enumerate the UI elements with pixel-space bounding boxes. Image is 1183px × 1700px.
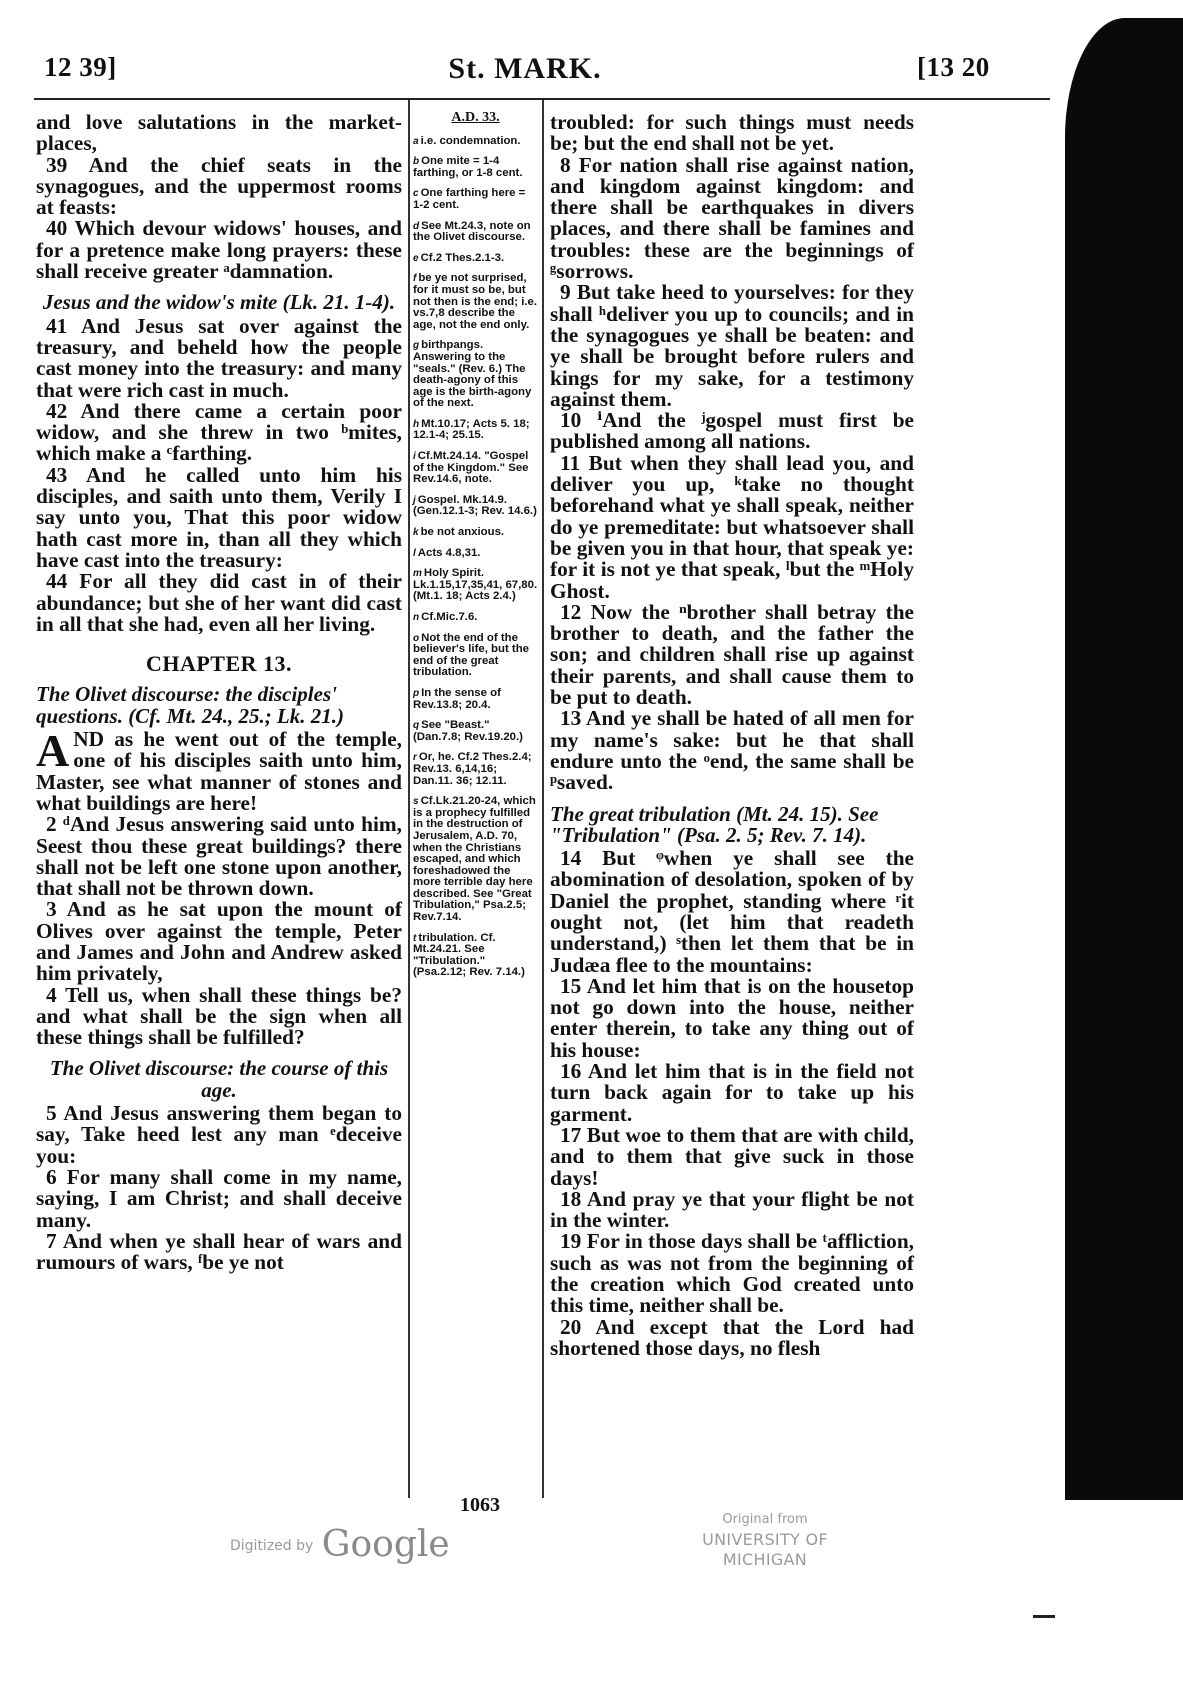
left-verse-paragraph: 39 And the chief seats in the synagogues, and the uppermost rooms at feasts: [36,152,402,220]
margin-note [413,221,538,244]
note-marker: f [413,273,417,285]
left-verse-paragraph: 4 Tell us, when shall these things be? and what shall be the sign when all these things shall be fulfilled? [36,982,402,1050]
note-marker: k [413,527,419,539]
note-text: Not the end of the believer's life, but the end of the great tribulation. [413,631,530,679]
right-verse-paragraph: 19 For in those days shall be ᵗaffliction, such as was not from the beginning of the creation which God created unto this time, neither shall be. [550,1229,914,1318]
note-text: Gospel. Mk.14.9. (Gen.12.1-3; Rev. 14.6.) [413,493,537,518]
note-text: Cf.Mt.24.14. "Gospel of the Kingdom." See Rev.14.6, note. [413,450,529,486]
margin-note [413,188,538,211]
note-text: i.e. condemnation. [420,134,521,147]
drop-cap: A [36,725,70,777]
header-title: St. MARK. [448,52,602,85]
right-verse-paragraph: 13 And ye shall be hated of all men for my name's sake: but he that shall endure unto the ᵒend, the same shall be ᵖsaved. [550,706,914,795]
margin-date: A.D. 33. [451,110,500,125]
margin-note [413,419,538,442]
note-marker: e [413,252,419,264]
note-marker: i [413,451,416,463]
note-marker: h [413,418,420,430]
left-verse-paragraph: 7 And when ye shall hear of wars and rumours of wars, ᶠbe ye not [36,1228,402,1275]
page-edge-shadow [1065,18,1183,1500]
edge-mark [1033,1615,1055,1618]
note-text: Or, he. Cf.2 Thes.2.4; Rev.13. 6,14,16; Dan.11. 36; 12.11. [413,751,532,787]
right-verse-paragraph: 11 But when they shall lead you, and deliver you up, ᵏtake no thought beforehand what ye shall speak, neither do ye premeditate: but whatsoever shall be given you in that hour, that speak ye: for it is not ye that speak, ˡbut the ᵐHoly Ghost. [550,450,914,603]
right-verse-paragraph: 9 But take heed to yourselves: for they shall ʰdeliver you up to councils; and in the synagogues ye shall be beaten: and ye shall be brought before rulers and kings for my sake, for a testimony against them. [550,280,914,411]
right-verse-paragraph: 10 ⁱAnd the ʲgospel must first be published among all nations. [550,408,914,454]
note-marker: g [413,340,420,352]
margin-note [413,752,538,787]
note-marker: l [413,547,416,559]
margin-notes-column [413,112,538,988]
margin-note [413,796,538,924]
left-verse-paragraph: 41 And Jesus sat over against the treasury, and beheld how the people cast money into the treasury: and many that were rich cast in much. [36,313,402,402]
note-text: be ye not surprised, for it must so be, but not then is the end; i.e. vs.7,8 describe the age, not the end only. [413,272,538,331]
section-heading: The great tribulation (Mt. 24. 15). See "Tribulation" (Psa. 2. 5; Rev. 7. 14). [550,801,879,847]
note-marker: d [413,220,420,232]
note-marker: m [413,568,422,580]
left-verse-paragraph: and love salutations in the market-places, [36,110,402,156]
google-logo: Google [321,1524,450,1565]
right-verse-paragraph: 16 And let him that is in the field not turn back again for to take up his garment. [550,1059,914,1126]
verse-text: ND as he went out of the temple, one of his disciples saith unto him, Master, see what manner of stones and what buildings are here! [36,727,402,815]
margin-note [413,136,538,148]
note-text: Cf.2 Thes.2.1-3. [420,251,505,264]
right-verse-paragraph: 17 But woe to them that are with child, and to them that give suck in those days! [550,1122,914,1190]
left-verse-paragraph: 43 And he called unto him his disciples, and saith unto them, Verily I say unto you, That this poor widow hath cast more in, than all they which have cast into the treasury: [36,462,402,572]
margin-note [413,527,538,539]
left-verse-paragraph: 2 ᵈAnd Jesus answering said unto him, Seest thou these great buildings? there shall not be left one stone upon another, that shall not be thrown down. [36,812,402,901]
margin-note [413,933,538,979]
original-from-label: Original from [722,1512,808,1527]
right-verse-paragraph: 18 And pray ye that your flight be not in the winter. [550,1186,914,1233]
verse-paragraph [36,725,402,815]
margin-note [413,340,538,410]
original-from-watermark [660,1510,870,1570]
page-number: 1063 [460,1494,500,1516]
left-text-column [36,112,402,1273]
right-verse-paragraph: 15 And let him that is on the housetop not go down into the house, neither enter therein, to take any thing out of his house: [550,973,914,1062]
note-text: be not anxious. [420,526,505,539]
margin-note [413,548,538,560]
note-text: In the sense of Rev.13.8; 20.4. [413,686,501,711]
right-text-column [550,112,914,1359]
right-verse-paragraph: troubled: for such things must needs be; but the end shall not be yet. [550,110,914,156]
margin-note [413,633,538,679]
margin-note [413,273,538,331]
right-verse-paragraph: 12 Now the ⁿbrother shall betray the brother to death, and the father the son; and children shall rise up against their parents, and shall cause them to be put to death. [550,599,914,710]
note-text: birthpangs. Answering to the "seals." (Rev. 6.) The death-agony of this age is the birth-agony of the next. [413,339,532,410]
right-verse-paragraph: 8 For nation shall rise against nation, and kingdom against kingdom: and there shall be earthquakes in divers places, and there shall be famines and troubles: these are the beginnings of ᵍsorrows. [550,152,914,284]
margin-note [413,253,538,265]
right-verse-paragraph: 14 But ᵠwhen ye shall see the abomination of desolation, spoken of by Daniel the prophet, standing where ʳit ought not, (let him that readeth understand,) ˢthen let them that be in Judæa flee to the mountains: [550,846,914,977]
note-text: See Mt.24.3, note on the Olivet discourse. [413,219,531,244]
column-divider-right [542,100,544,1498]
digitized-label: Digitized by [230,1538,314,1554]
header-left-ref: 12 39] [44,52,117,82]
left-verse-paragraph: 5 And Jesus answering them began to say, Take heed lest any man ᵉdeceive you: [36,1101,402,1168]
digitized-by-watermark [230,1524,450,1565]
note-text: tribulation. Cf. Mt.24.21. See "Tribulation." (Psa.2.12; Rev. 7.14.) [413,931,525,979]
column-divider-left [408,100,410,1498]
note-marker: o [413,632,420,644]
note-marker: q [413,720,420,732]
note-marker: p [413,687,420,699]
section-heading: The Olivet discourse: the disciples' questions. (Cf. Mt. 24., 25.; Lk. 21.) [36,682,345,728]
margin-note [413,495,538,518]
header-right-ref: [13 20 [917,52,990,82]
note-text: Acts 4.8,31. [417,546,481,559]
note-marker: r [413,752,417,764]
left-verse-paragraph: 3 And as he sat upon the mount of Olives over against the temple, Peter and James and John and Andrew asked him privately, [36,897,402,986]
note-text: Cf.Mic.7.6. [421,611,478,623]
margin-note [413,451,538,486]
left-verse-paragraph: 44 For all they did cast in of their abundance; but she of her want did cast in all that she had, even all her living. [36,569,402,636]
university-label: UNIVERSITY OF MICHIGAN [702,1530,828,1569]
note-text: Mt.10.17; Acts 5. 18; 12.1-4; 25.15. [413,417,530,442]
note-marker: c [413,188,419,200]
left-verse-paragraph: 42 And there came a certain poor widow, and she threw in two ᵇmites, which make a ᶜfarthing. [36,398,402,466]
section-heading: The Olivet discourse: the course of this age. [49,1056,389,1102]
note-marker: a [413,135,419,147]
note-marker: b [413,156,420,168]
chapter-heading: CHAPTER 13. [145,651,293,677]
note-marker: j [413,494,416,506]
margin-note [413,688,538,711]
left-verse-paragraph: 40 Which devour widows' houses, and for a pretence make long prayers: these shall receive greater ᵃdamnation. [36,216,402,284]
note-marker: s [413,796,419,808]
note-text: See "Beast." (Dan.7.8; Rev.19.20.) [413,719,523,743]
note-text: One farthing here = 1-2 cent. [413,187,526,211]
note-text: One mite = 1-4 farthing, or 1-8 cent. [413,155,523,179]
margin-note [413,156,538,179]
note-text: Holy Spirit. Lk.1.15,17,35,41, 67,80. (Mt.1. 18; Acts 2.4.) [413,567,538,603]
margin-note [413,720,538,743]
margin-notes-list [413,136,538,979]
right-verse-paragraph: 20 And except that the Lord had shortened those days, no flesh [550,1314,914,1360]
left-verse-paragraph: 6 For many shall come in my name, saying, I am Christ; and shall deceive many. [36,1164,402,1232]
note-marker: n [413,612,420,623]
note-text: Cf.Lk.21.20-24, which is a prophecy fulfilled in the destruction of Jerusalem, A.D. 70, when the Christians escaped, and which foreshadowed the more terrible day here described. See "Great Tribulation," Psa.2.5; Rev.7.14. [413,795,536,924]
section-heading: Jesus and the widow's mite (Lk. 21. 1-4). [42,290,396,315]
note-marker: t [413,932,417,944]
margin-note [413,612,538,624]
margin-note [413,568,538,603]
